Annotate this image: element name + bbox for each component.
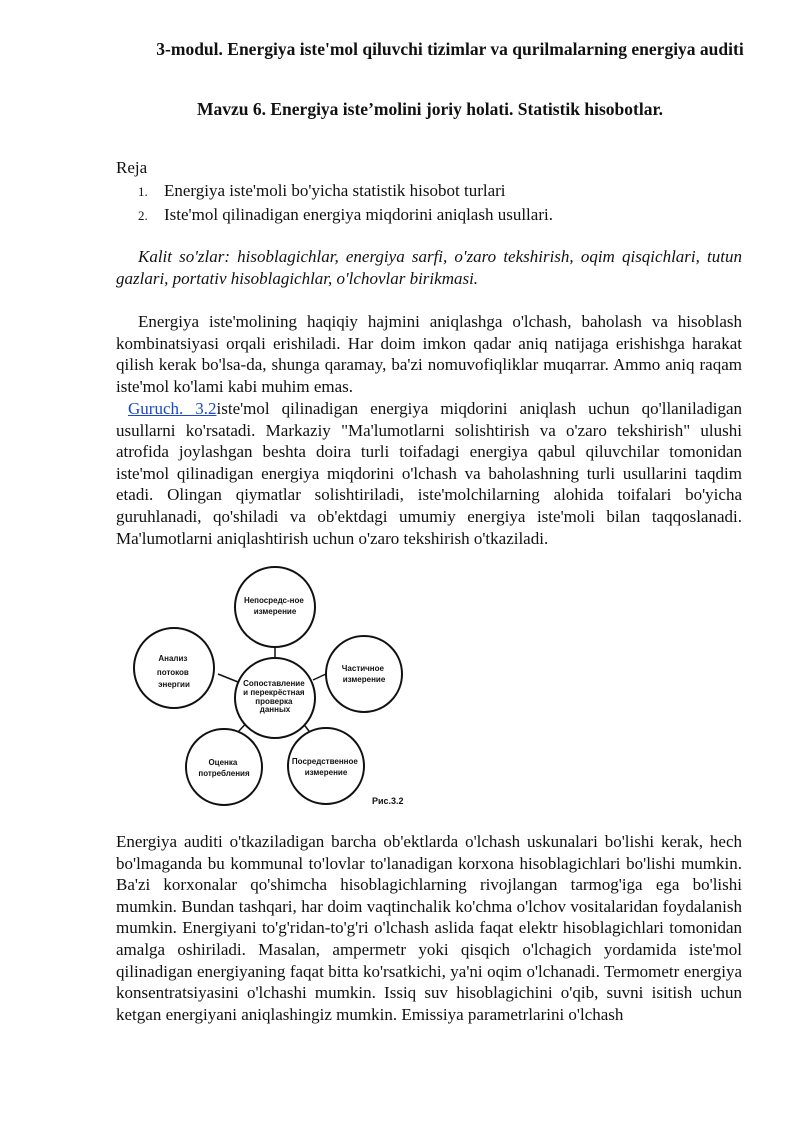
topic-title: Mavzu 6. Energiya iste’molini joriy holati. Statistik hisobotlar. [196,99,664,119]
diagram-label-right: Частичное измерение [341,664,386,684]
diagram-node-bottom-left [186,729,262,805]
diagram-label-left: Анализ потоков энергии [156,654,190,689]
body-paragraph [116,398,742,549]
diagram-label-bottom-left: Оценка потребления [198,758,250,778]
diagram-label-top: Непосредс-ное измерение [243,596,304,616]
plan-item-text: Energiya iste'moli bo'yicha statistik hisobot turlari [164,181,506,200]
plan-item-text: Iste'mol qilinadigan energiya miqdorini aniqlash usullari. [164,205,553,224]
figure-link[interactable]: Guruch. 3.2 [128,399,217,418]
plan-item [138,203,553,227]
plan-item-number: 2. [138,208,148,223]
plan-item-number: 1. [138,184,148,199]
figure-caption: Рис.3.2 [372,796,404,806]
diagram-label-bottom-right: Посредственное измерение [291,757,358,777]
methods-diagram [128,560,428,820]
diagram-node-bottom-right [288,728,364,804]
diagram-node-right [326,636,402,712]
keywords-paragraph: Kalit so'zlar: hisoblagichlar, energiya sarfi, o'zaro tekshirish, oqim qisqichlari, tutun gazlari, portativ hisoblagichlar, o'lchovlar birikmasi. [116,247,742,288]
body-paragraph-text: iste'mol qilinadigan energiya miqdorini aniqlash uchun qo'llaniladigan usullarni ko'rsatadi. Markaziy "Ma'lumotlarni solishtirish va o'zaro tekshirish" ulushi atrofida joylashgan beshta doira turli toifadagi energiya qabul qiluvchilar tomonidan iste'mol qilinadigan energiya miqdorini o'lchash va baholashning turli usullarini taqdim etadi. Olingan qiymatlar solishtiriladi, iste'molchilarning alohida toifalari bo'yicha guruhlanadi, qo'shiladi va ob'ektdagi umumiy energiya iste'moli bilan taqqoslanadi. Ma'lumotlarni aniqlashtirish uchun o'zaro tekshirish o'tkaziladi. [116,399,742,548]
diagram-label-center: Сопоставление и перекрёстная проверка данных [243,679,305,714]
plan-list [138,179,553,227]
body-paragraph: Energiya iste'molining haqiqiy hajmini aniqlashga o'lchash, baholash va hisoblash kombinatsiyasi orqali erishiladi. Har doim imkon qadar aniq natijaga erishishga harakat qilish kerak bo'lsa-da, shunga qaramay, ba'zi nomuvofiqliklar muqarrar. Ammo aniq raqam iste'mol ko'lami kabi muhim emas. [116,312,742,396]
plan-label: Reja [116,158,148,177]
body-paragraph: Energiya auditi o'tkaziladigan barcha ob'ektlarda o'lchash uskunalari bo'lishi kerak, hech bo'lmaganda bu kommunal to'lovlar to'lanadigan korxona hisoblagichlari bo'lishi mumkin. Ba'zi korxonalar qo'shimcha hisoblagichlarning rivojlangan tarmog'iga ega bo'lishi mumkin. Bundan tashqari, har doim vaqtinchalik ko'chma o'lchov vositalaridan foydalanish mumkin. Energiyani to'g'ridan-to'g'ri o'lchash aslida faqat elektr hisoblagichlari tomonidan amalga oshiriladi. Masalan, ampermetr yoki qisqich o'lchagich yordamida iste'mol qilinadigan energiyaning faqat bitta ko'rsatkichi, ya'ni oqim o'lchanadi. Termometr energiya konsentratsiyasini o'lchashi mumkin. Issiq suv hisoblagichini o'qib, suvni isitish uchun ketgan energiyani aniqlashingiz mumkin. Emissiya parametrlarini o'lchash [116,832,742,1024]
plan-item [138,179,553,203]
module-title: 3-modul. Energiya iste'mol qiluvchi tizimlar va qurilmalarning energiya auditi [156,39,744,59]
